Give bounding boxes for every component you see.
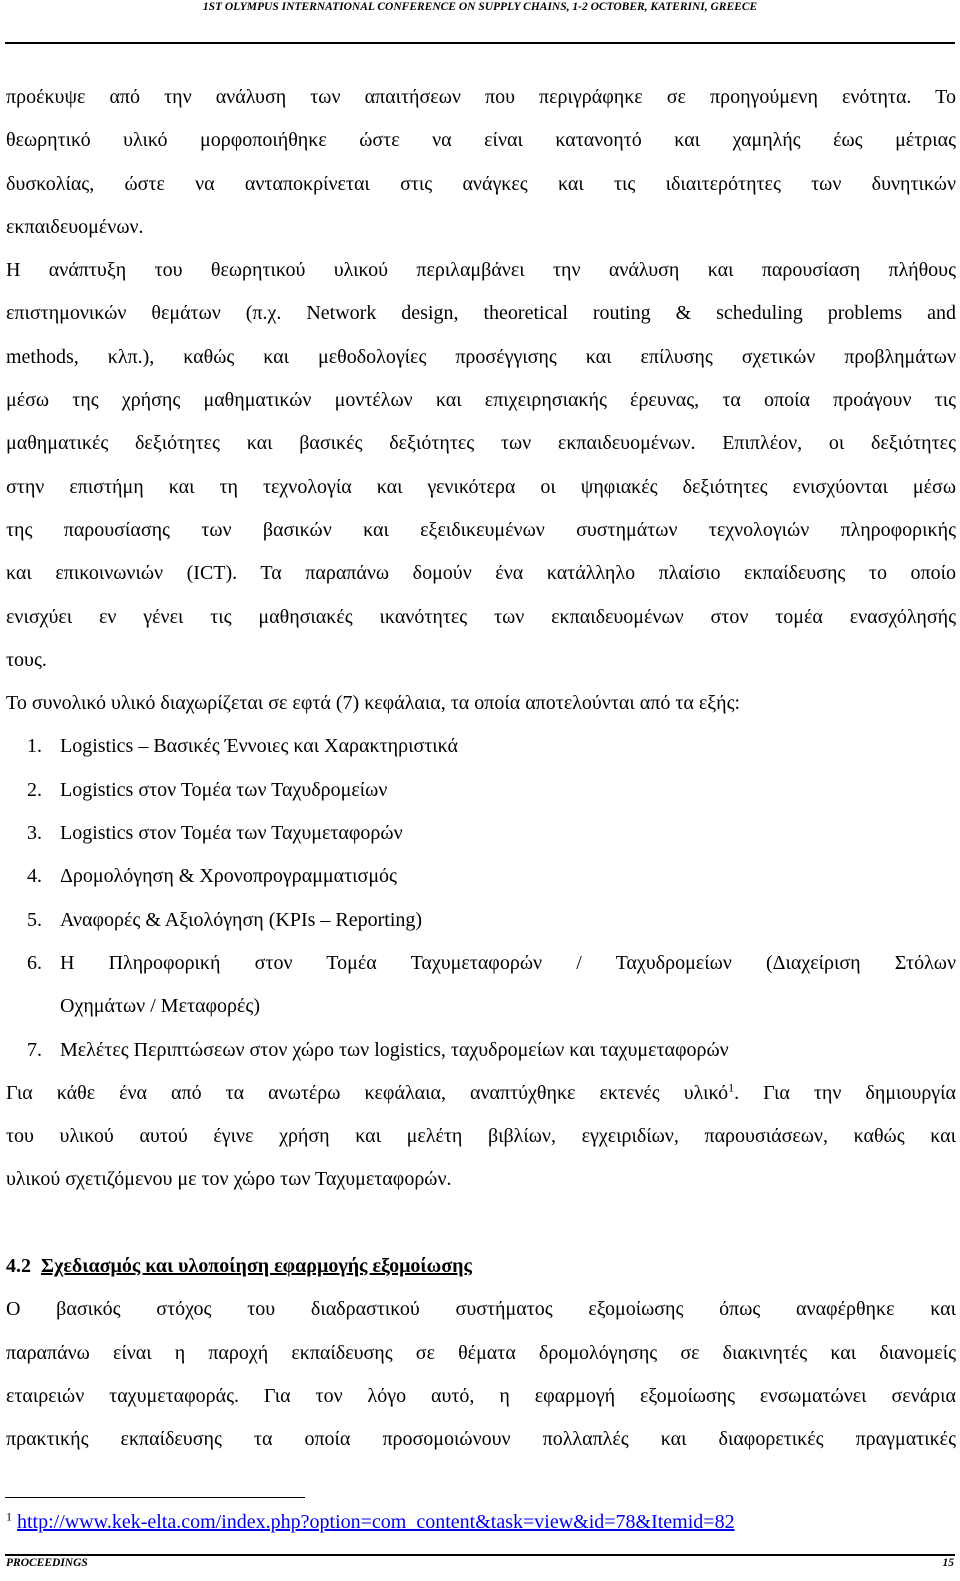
list-number: 3. (27, 822, 42, 845)
p1-line-3: δυσκολίας, ώστε να ανταποκρίνεται στις ανάγκες και τις ιδιαιτερότητες των δυνητικών (6, 172, 956, 195)
footnote (6, 1510, 735, 1534)
p5-line-4: πρακτικής εκπαίδευσης τα οποία προσομοιώνουν πολλαπλές και διαφορετικές πραγματικές (6, 1428, 956, 1451)
p1-line-2: θεωρητικό υλικό μορφοποιήθηκε ώστε να είναι κατανοητό και χαμηλής έως μέτριας (6, 129, 956, 152)
list-text: Logistics – Βασικές Έννοιες και Χαρακτηριστικά (60, 735, 459, 758)
footnote-link[interactable]: http://www.kek-elta.com/index.php?option=com_content&task=view&id=78&Itemid=82 (17, 1511, 735, 1533)
list-number: 7. (27, 1038, 42, 1061)
page-number: 15 (942, 1557, 954, 1569)
running-footer (6, 1556, 954, 1570)
p2-line-9: ενισχύει εν γένει τις μαθησιακές ικανότητες των εκπαιδευομένων στον τομέα ενασχόλησής (6, 605, 956, 628)
p2-line-1: Η ανάπτυξη του θεωρητικού υλικού περιλαμβάνει την ανάλυση και παρουσίαση πλήθους (6, 259, 956, 282)
list-text-continued: Οχημάτων / Μεταφορές) (60, 995, 260, 1018)
footnote-reference[interactable]: 1 (728, 1080, 735, 1095)
running-header: 1ST OLYMPUS INTERNATIONAL CONFERENCE ON SUPPLY CHAINS, 1-2 OCTOBER, KATERINI, GREECE (202, 1, 758, 13)
page-body (6, 76, 956, 1462)
footer-label: PROCEEDINGS (6, 1557, 88, 1569)
list-text: Η Πληροφορική στον Τομέα Ταχυμεταφορών / Ταχυδρομείων (Διαχείριση Στόλων (60, 951, 956, 974)
p4-text-b: . Για την δημιουργία (734, 1081, 957, 1104)
p4-line-2: του υλικού αυτού έγινε χρήση και μελέτη βιβλίων, εγχειριδίων, παρουσιάσεων, καθώς και (6, 1125, 956, 1148)
p2-line-4: μέσω της χρήσης μαθηματικών μοντέλων και επιχειρησιακής έρευνας, τα οποία προάγουν τις (6, 389, 956, 412)
list-text: Μελέτες Περιπτώσεων στον χώρο των logistics, ταχυδρομείων και ταχυμεταφορών (60, 1038, 729, 1061)
p4-line-1 (6, 1072, 956, 1115)
p2-line-10: τους. (6, 648, 47, 671)
section-number: 4.2 (6, 1255, 31, 1278)
p2-line-2: επιστημονικών θεμάτων (π.χ. Network design, theoretical routing & scheduling problems and (6, 302, 956, 325)
list-number: 4. (27, 865, 42, 888)
p2-line-5: μαθηματικές δεξιότητες και βασικές δεξιότητες των εκπαιδευομένων. Επιπλέον, οι δεξιότητες (6, 432, 956, 455)
p1-line-1: προέκυψε από την ανάλυση των απαιτήσεων που περιγράφηκε σε προηγούμενη ενότητα. Το (6, 86, 956, 108)
list-number: 1. (27, 735, 42, 758)
list-number: 5. (27, 908, 42, 931)
p1-line-4: εκπαιδευομένων. (6, 215, 144, 238)
p2-line-7: της παρουσίασης των βασικών και εξειδικευμένων συστημάτων τεχνολογιών πληροφορικής (6, 518, 956, 541)
p4-line-3: υλικού σχετιζόμενου με τον χώρο των Ταχυμεταφορών. (6, 1168, 452, 1191)
footnote-mark: 1 (6, 1509, 12, 1524)
list-text: Αναφορές & Αξιολόγηση (KPIs – Reporting) (60, 908, 423, 931)
list-item (6, 769, 956, 812)
list-item (6, 812, 956, 855)
list-number: 2. (27, 778, 42, 801)
section-title: Σχεδιασμός και υλοποίηση εφαρμογής εξομοίωσης (41, 1255, 472, 1278)
list-text: Logistics στον Τομέα των Ταχυδρομείων (60, 778, 388, 801)
p5-line-2: παραπάνω είναι η παροχή εκπαίδευσης σε θέματα δρομολόγησης σε διακινητές και διανομείς (6, 1341, 956, 1364)
list-item (6, 1029, 956, 1072)
chapter-list (6, 725, 956, 1071)
section-heading (6, 1245, 956, 1288)
list-text: Δρομολόγηση & Χρονοπρογραμματισμός (60, 865, 397, 888)
p5-line-1: Ο βασικός στόχος του διαδραστικού συστήματος εξομοίωσης όπως αναφέρθηκε και (6, 1298, 956, 1321)
header-rule (5, 42, 955, 44)
p5-line-3: εταιρειών ταχυμεταφοράς. Για τον λόγο αυτό, η εφαρμογή εξομοίωσης ενσωματώνει σενάρια (6, 1384, 956, 1407)
list-text: Logistics στον Τομέα των Ταχυμεταφορών (60, 822, 403, 845)
footnote-rule (5, 1497, 305, 1498)
p2-line-6: στην επιστήμη και τη τεχνολογία και γενικότερα οι ψηφιακές δεξιότητες ενισχύονται μέσω (6, 475, 956, 498)
section-gap (6, 1202, 956, 1245)
list-item (6, 855, 956, 898)
list-item (6, 899, 956, 942)
p4-text-a: Για κάθε ένα από τα ανωτέρω κεφάλαια, αναπτύχθηκε εκτενές υλικό (6, 1081, 729, 1104)
p2-line-3: methods, κλπ.), καθώς και μεθοδολογίες προσέγγισης και επίλυσης σχετικών προβλημάτων (6, 345, 956, 368)
list-item (6, 942, 956, 1029)
p2-line-8: και επικοινωνιών (ICT). Τα παραπάνω δομούν ένα κατάλληλο πλαίσιο εκπαίδευσης το οποίο (6, 562, 956, 585)
list-item (6, 725, 956, 768)
list-number: 6. (27, 951, 42, 974)
p3-line: Το συνολικό υλικό διαχωρίζεται σε εφτά (7) κεφάλαια, τα οποία αποτελούνται από τα εξής: (6, 692, 741, 715)
